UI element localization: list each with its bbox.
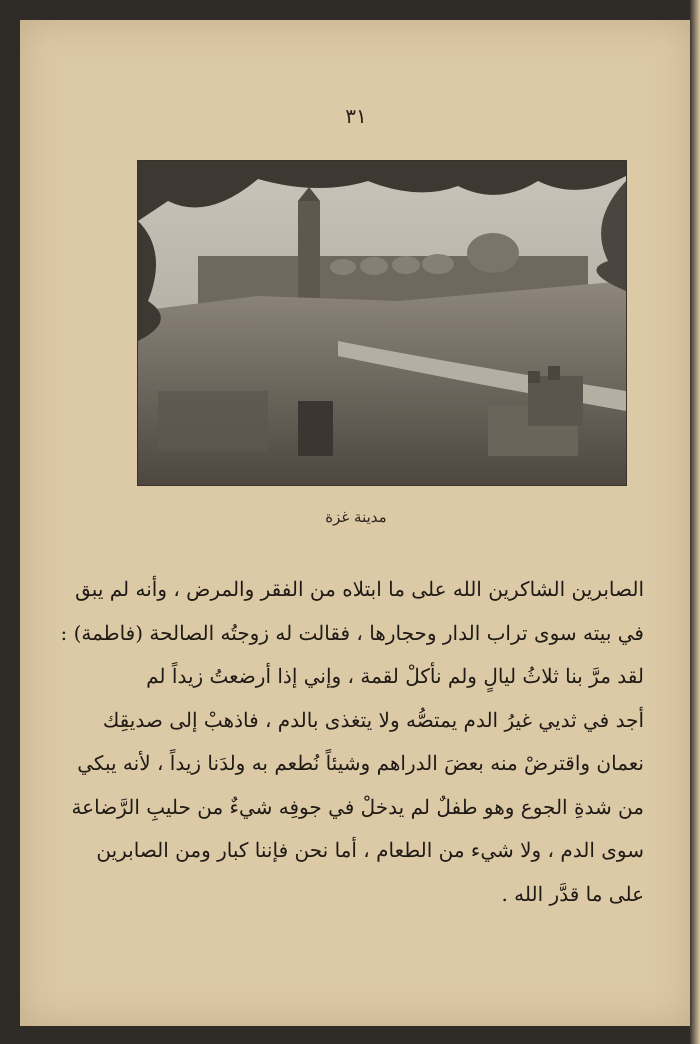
photo-caption: مدينة غزة: [325, 508, 387, 526]
photo-illustration: [138, 161, 626, 485]
text-line: سوى الدم ، ولا شيء من الطعام ، أما نحن فإننا كبار ومن الصابرين: [96, 838, 644, 862]
page-number: ٣١: [345, 104, 367, 128]
book-page: [20, 20, 692, 1026]
photo-gaza-city: [137, 160, 627, 486]
text-line: نعمان واقترضْ منه بعضَ الدراهم وشيئاً نُطعم به ولدَنا زيداً ، لأنه يبكي: [77, 751, 644, 775]
body-text: [60, 568, 644, 916]
text-line-last: على ما قدَّر الله .: [501, 881, 644, 906]
text-line: في بيته سوى تراب الدار وحجارها ، فقالت له زوجتُه الصالحة (فاطمة) :: [60, 620, 644, 645]
book-spine-edge: [690, 0, 700, 1044]
text-line: لقد مرَّ بنا ثلاثُ ليالٍ ولم نأكلْ لقمة ، وإني إذا أرضعتُ زيداً لم: [146, 664, 644, 688]
text-line: أجد في ثديي غيرُ الدم يمتصُّه ولا يتغذى بالدم ، فاذهبْ إلى صديقِك: [102, 707, 644, 732]
text-line: الصابرين الشاكرين الله على ما ابتلاه من الفقر والمرض ، وأنه لم يبق: [75, 577, 644, 601]
text-line: من شدةِ الجوع وهو طفلٌ لم يدخلْ في جوفِه شيءٌ من حليبِ الرَّضاعة: [71, 794, 644, 819]
